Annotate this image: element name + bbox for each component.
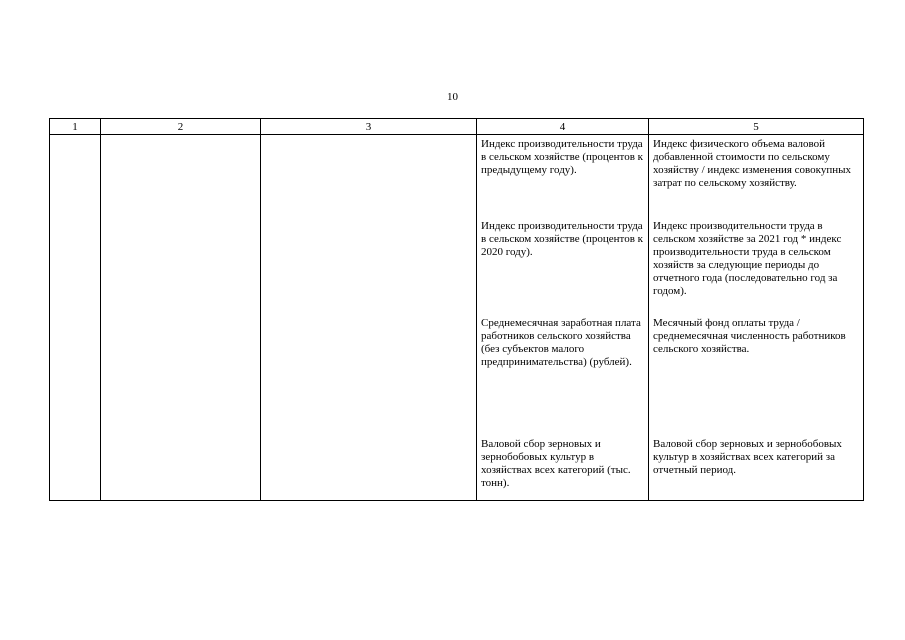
cell-col-5 [649,135,864,501]
indicator-name: Валовой сбор зерновых и зернобобовых культур в хозяйствах всех категорий (тыс. тонн). [481,438,631,489]
calculation-method: Месячный фонд оплаты труда / среднемесячная численность работников сельского хозяйства. [653,317,846,355]
cell-col-3 [261,135,477,501]
page-number: 10 [447,91,458,103]
indicator-name: Индекс производительности труда в сельском хозяйстве (процентов к предыдущему году). [481,138,643,176]
calculation-method: Валовой сбор зерновых и зернобобовых культур в хозяйствах всех категорий за отчетный период. [653,438,842,476]
column-header-1: 1 [50,119,101,135]
table-row [50,135,864,501]
column-header-4: 4 [477,119,649,135]
column-header-2: 2 [101,119,261,135]
table-header-row [50,119,864,135]
cell-col-2 [101,135,261,501]
calculation-method: Индекс физического объема валовой добавленной стоимости по сельскому хозяйству / индекс изменения совокупных затрат по сельскому хозяйству. [653,138,852,189]
cell-col-1 [50,135,101,501]
calculation-method: Индекс производительности труда в сельском хозяйстве за 2021 год * индекс производительности труда в сельском хозяйств за следующие периоды до отчетного года (последовательно год за годом). [653,220,842,297]
indicator-name: Индекс производительности труда в сельском хозяйстве (процентов к 2020 году). [481,220,643,258]
cell-col-4 [477,135,649,501]
column-header-5: 5 [649,119,864,135]
indicators-table [49,118,864,501]
indicator-name: Среднемесячная заработная плата работников сельского хозяйства (без субъектов малого предпринимательства) (рублей). [481,317,641,368]
column-header-3: 3 [261,119,477,135]
